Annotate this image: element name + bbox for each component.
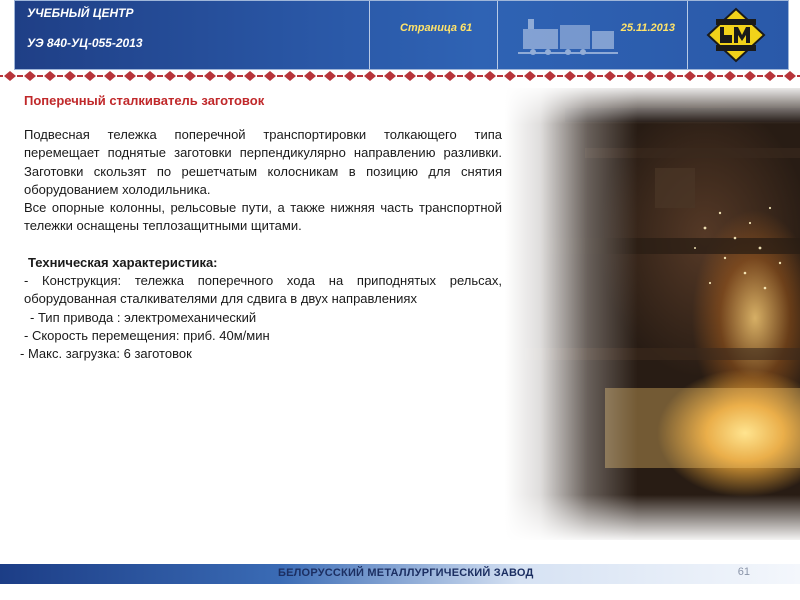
slide-title: Поперечный сталкиватель заготовок [24,93,265,108]
spec-item-speed: - Скорость перемещения: приб. 40м/мин [24,327,270,343]
paragraph-shields: Все опорные колонны, рельсовые пути, а также нижняя часть транспортной тележки оснащены теплозащитными щитами. [24,200,502,234]
paragraph-description: Подвесная тележка поперечной транспортировки толкающего типа перемещает поднятые заготовки перпендикулярно направлению разливки. Заготовки скользят по решетчатым колосникам в позицию для снятия оборудованием холодильника. [24,127,502,197]
page-number: 61 [737,566,750,578]
header-date-cell [498,1,688,69]
spec-item-load: - Макс. загрузка: 6 заготовок [20,346,192,362]
date-label: 25.11.2013 [620,22,675,34]
photo-fade-overlay [505,88,800,540]
document-code: УЭ 840-УЦ-055-2013 [27,36,143,50]
header-logo-cell [688,1,788,69]
ornament-band [0,70,800,82]
header-bar [14,0,789,70]
content-body [20,126,502,364]
bmz-logo-icon [706,7,766,63]
company-name: БЕЛОРУССКИЙ МЕТАЛЛУРГИЧЕСКИЙ ЗАВОД [278,567,534,579]
header-org-cell [15,1,370,69]
page-label: Страница 61 [400,22,473,34]
spec-item-construction: - Конструкция: тележка поперечного хода на приподнятых рельсах, оборудованная сталкивателями для сдвига в двух направлениях [24,273,502,307]
spec-heading: Техническая характеристика: [28,254,218,270]
header-page-cell [370,1,498,69]
org-name: УЧЕБНЫЙ ЦЕНТР [27,6,134,20]
train-illustration-icon [518,11,618,61]
furnace-photo [505,88,800,540]
spec-item-drive: - Тип привода : электромеханический [30,309,257,325]
